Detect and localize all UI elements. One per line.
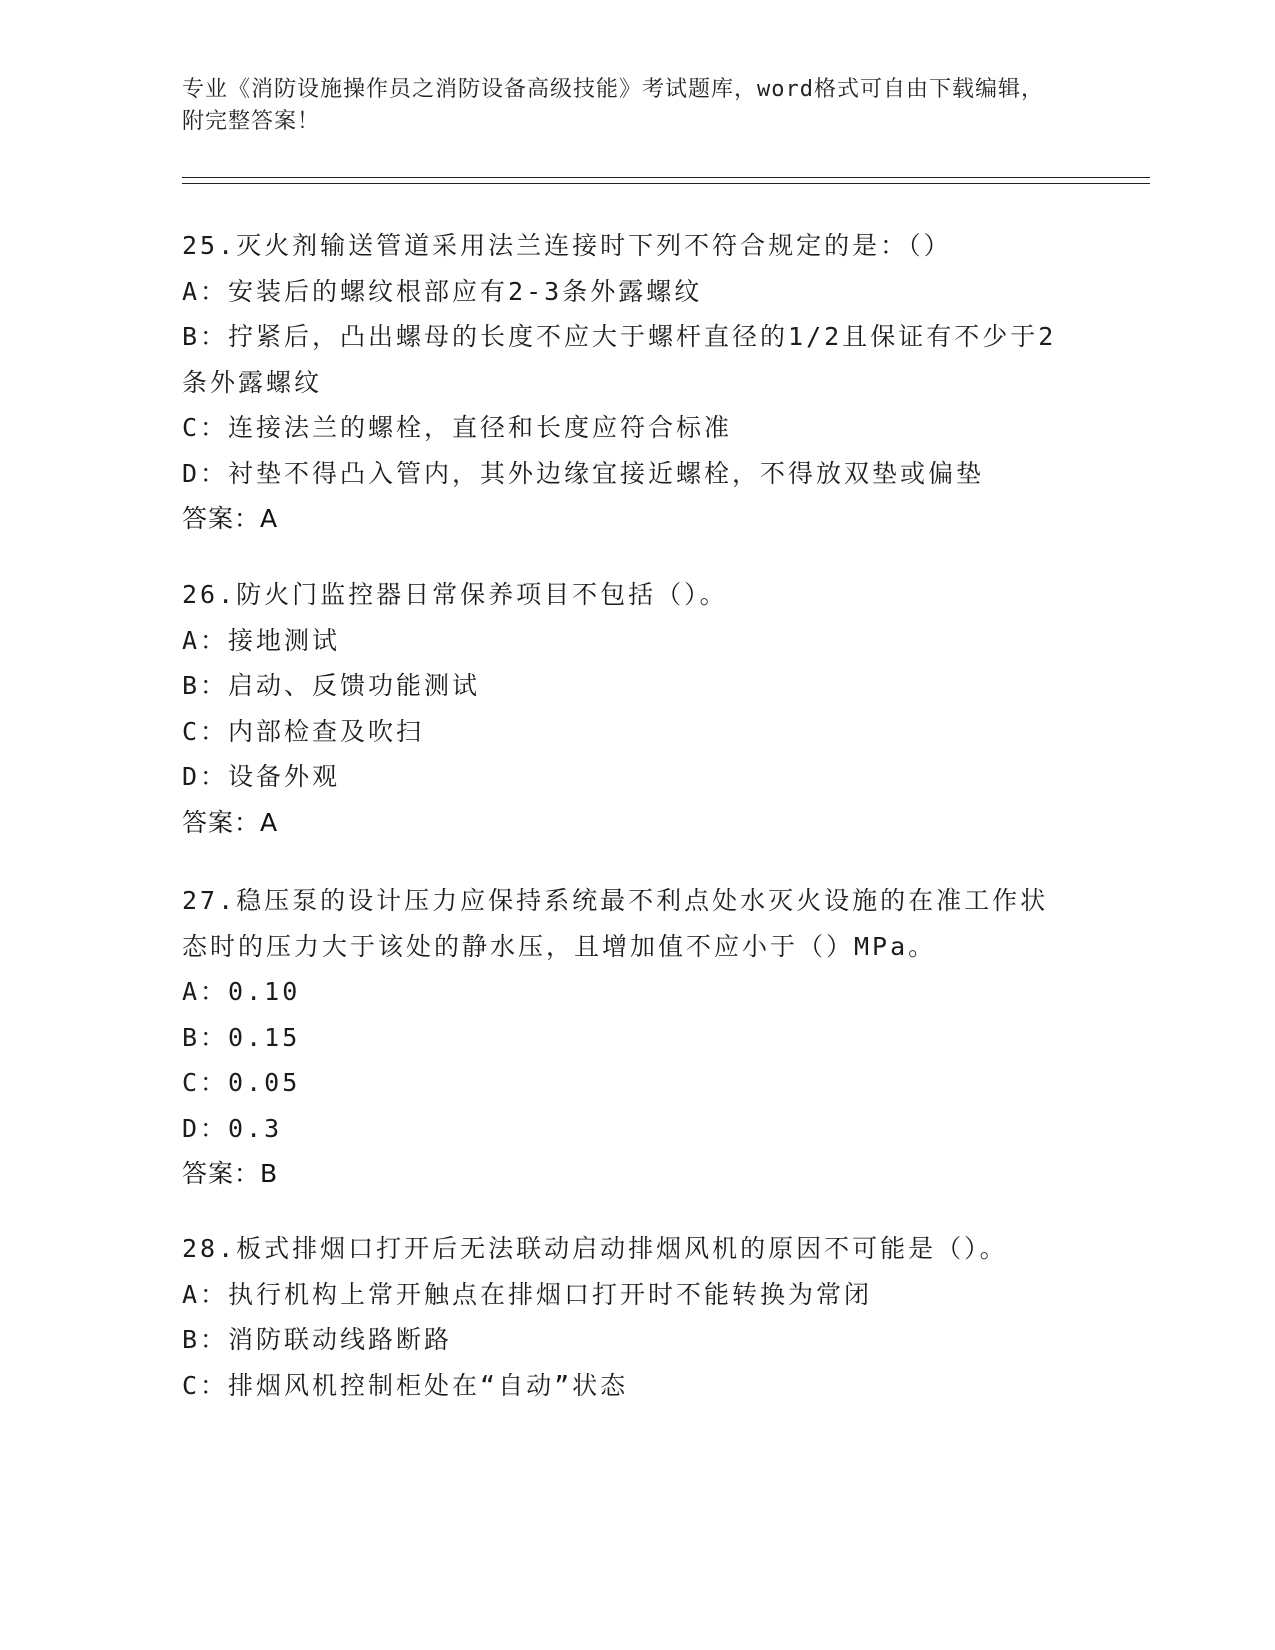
question-26: [182, 572, 1062, 845]
question-25: [182, 223, 1062, 542]
question-27: [182, 878, 1062, 1197]
option-a: A：0.10: [182, 977, 301, 1006]
option-c: C：连接法兰的螺栓，直径和长度应符合标准: [182, 413, 733, 442]
question-28: [182, 1226, 1062, 1408]
header-divider-top: [182, 177, 1150, 178]
option-d: D：0.3: [182, 1113, 283, 1143]
header-divider-bottom: [182, 183, 1150, 184]
question-stem: 27.稳压泵的设计压力应保持系统最不利点处水灭火设施的在准工作状态时的压力大于该处的静水压，且增加值不应小于（）MPa。: [182, 886, 1049, 961]
option-a: A：接地测试: [182, 625, 341, 655]
question-stem: 26.防火门监控器日常保养项目不包括（）。: [182, 580, 728, 609]
option-c: C：排烟风机控制柜处在“自动”状态: [182, 1370, 629, 1400]
question-stem: 25.灭火剂输送管道采用法兰连接时下列不符合规定的是：（）: [182, 231, 952, 260]
answer-label: 答案：A: [182, 807, 279, 837]
document-header: 专业《消防设施操作员之消防设备高级技能》考试题库，word格式可自由下载编辑，附完整答案！: [182, 77, 1044, 134]
option-c: C：0.05: [182, 1068, 301, 1097]
option-b: B：消防联动线路断路: [182, 1325, 453, 1354]
option-b: B：0.15: [182, 1022, 301, 1052]
option-d: D：衬垫不得凸入管内，其外边缘宜接近螺栓，不得放双垫或偏垫: [182, 458, 985, 488]
option-b: B：拧紧后，凸出螺母的长度不应大于螺杆直径的1/2且保证有不少于2条外露螺纹: [182, 322, 1057, 397]
answer-label: 答案：B: [182, 1159, 279, 1188]
option-d: D：设备外观: [182, 762, 341, 791]
answer-label: 答案：A: [182, 504, 279, 533]
option-a: A：执行机构上常开触点在排烟口打开时不能转换为常闭: [182, 1279, 873, 1309]
option-c: C：内部检查及吹扫: [182, 716, 425, 746]
option-a: A：安装后的螺纹根部应有2-3条外露螺纹: [182, 276, 703, 306]
option-b: B：启动、反馈功能测试: [182, 671, 481, 700]
question-stem: 28.板式排烟口打开后无法联动启动排烟风机的原因不可能是（）。: [182, 1234, 1008, 1263]
